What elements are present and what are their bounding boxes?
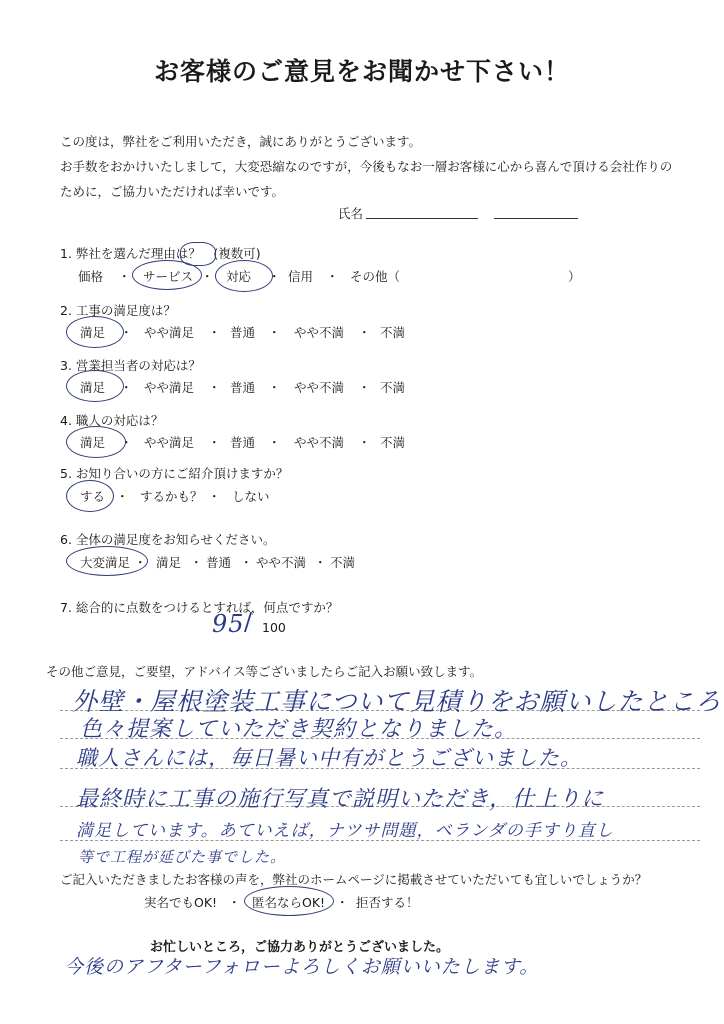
q3-option-dissatisfied[interactable]: 不満 [380,380,406,395]
intro-line-3: ために，ご協力いただければ幸いです。 [60,184,285,199]
selection-circle-q6 [66,546,148,576]
separator: ・ [208,325,221,340]
q2-option-dissatisfied[interactable]: 不満 [380,325,406,340]
q2-option-satisfied[interactable]: 満足 [80,325,106,340]
q6-option-somewhat-dissatisfied[interactable]: やや不満 [256,555,307,570]
selection-circle-q4 [66,426,126,458]
separator: ・ [268,380,281,395]
q1-option-other-close: ） [568,269,581,284]
q1-option-other[interactable]: その他（ [350,269,401,284]
q6-label: 6. 全体の満足度をお知らせください。 [60,532,276,547]
separator: ・ [358,380,371,395]
comment-line-2: 色々提案していただき契約となりました。 [80,717,518,742]
q7-answer[interactable]: 95 [212,610,245,638]
q6-option-very-satisfied[interactable]: 大変満足 [80,555,131,570]
separator: ・ [201,269,214,284]
separator: ・ [240,555,253,570]
separator: ・ [120,325,133,340]
separator: ・ [336,895,349,910]
publish-label: ご記入いただきましたお客様の声を，弊社のホームページに掲載させていただいても宜しいでしょうか？ [60,872,648,887]
footer-handwritten-note: 今後のアフターフォローよろしくお願いいたします。 [64,956,540,978]
separator: ・ [208,380,221,395]
comment-line-1: 外壁・屋根塗装工事について見積りをお願いしたところ [72,687,722,716]
separator: ・ [268,435,281,450]
q4-option-neutral[interactable]: 普通 [230,435,256,450]
q4-label: 4. 職人の対応は？ [60,413,164,428]
comment-line-6: 等で工程が延びた事でした。 [78,848,287,866]
selection-circle-q5 [66,480,114,512]
selection-circle-response [215,260,273,292]
comments-label: その他ご意見，ご要望，アドバイス等ございましたらご記入お願い致します。 [46,664,483,679]
separator: ・ [134,555,147,570]
publish-option-anonymous[interactable]: 匿名ならOK! [252,895,326,910]
q7-slash: / [244,608,254,636]
q5-label: 5. お知り合いの方にご紹介頂けますか？ [60,466,289,481]
q6-option-satisfied[interactable]: 満足 [156,555,182,570]
q2-options [68,323,488,341]
q3-option-somewhat-dissatisfied[interactable]: やや不満 [294,380,345,395]
q5-option-maybe[interactable]: するかも？ [140,489,203,504]
q7-max: 100 [262,620,286,635]
separator: ・ [208,435,221,450]
q3-options [68,378,488,396]
q6-option-neutral[interactable]: 普通 [206,555,232,570]
q4-options [68,433,488,451]
q5-option-yes[interactable]: する [80,489,106,504]
q1-option-trust[interactable]: 信用 [288,269,314,284]
q4-option-dissatisfied[interactable]: 不満 [380,435,406,450]
q3-option-somewhat-satisfied[interactable]: やや満足 [144,380,195,395]
q1-label: 1. 弊社を選んだ理由は？ (複数可) [60,246,261,261]
q4-option-somewhat-satisfied[interactable]: やや満足 [144,435,195,450]
page-title: お客様のご意見をお聞かせ下さい！ [153,57,570,86]
comment-line-3: 職人さんには，毎日暑い中有がとうございました。 [76,746,582,770]
name-field-underline-2[interactable] [494,218,578,219]
separator: ・ [358,435,371,450]
selection-circle-publish [244,886,334,916]
selection-circle-q2 [66,316,124,348]
q1-option-response[interactable]: 対応 [226,269,252,284]
q3-option-satisfied[interactable]: 満足 [80,380,106,395]
separator: ・ [228,895,241,910]
q4-option-somewhat-dissatisfied[interactable]: やや不満 [294,435,345,450]
q1-option-service[interactable]: サービス [143,269,194,284]
separator: ・ [268,325,281,340]
separator: ・ [358,325,371,340]
q3-option-neutral[interactable]: 普通 [230,380,256,395]
separator: ・ [268,269,281,284]
q5-option-no[interactable]: しない [232,489,270,504]
thanks-message: お忙しいところ，ご協力ありがとうございました。 [150,940,450,955]
publish-option-refuse[interactable]: 拒否する！ [356,895,419,910]
separator: ・ [118,269,131,284]
separator: ・ [326,269,339,284]
name-label: 氏名 [338,206,364,221]
separator: ・ [116,489,129,504]
q2-option-neutral[interactable]: 普通 [230,325,256,340]
separator: ・ [314,555,327,570]
separator: ・ [120,380,133,395]
publish-option-real-name[interactable]: 実名でもOK! [144,895,218,910]
separator: ・ [120,435,133,450]
q2-option-somewhat-satisfied[interactable]: やや満足 [144,325,195,340]
intro-line-1: この度は，弊社をご利用いただき，誠にありがとうございます。 [60,134,422,149]
q4-option-satisfied[interactable]: 満足 [80,435,106,450]
selection-circle-q3 [66,370,124,402]
selection-circle-reason-word [180,242,216,266]
q2-label: 2. 工事の満足度は？ [60,303,176,318]
q1-option-price[interactable]: 価格 [78,269,104,284]
intro-line-2: お手数をおかけいたしまして，大変恐縮なのですが，今後もなお一層お客様に心から喜んで頂ける会社作りの [60,159,673,174]
q3-label: 3. 営業担当者の対応は？ [60,358,201,373]
name-field-underline-1[interactable] [366,218,478,219]
q6-option-dissatisfied[interactable]: 不満 [330,555,356,570]
separator: ・ [190,555,203,570]
q7-label: 7. 総合的に点数をつけるとすれば，何点ですか？ [60,600,339,615]
comment-line-4: 最終時に工事の施行写真で説明いただき，仕上りに [76,787,605,812]
comment-line-5: 満足しています。あていえば，ナツサ問題，ベランダの手すり直し [76,821,614,841]
q2-option-somewhat-dissatisfied[interactable]: やや不満 [294,325,345,340]
separator: ・ [208,489,221,504]
